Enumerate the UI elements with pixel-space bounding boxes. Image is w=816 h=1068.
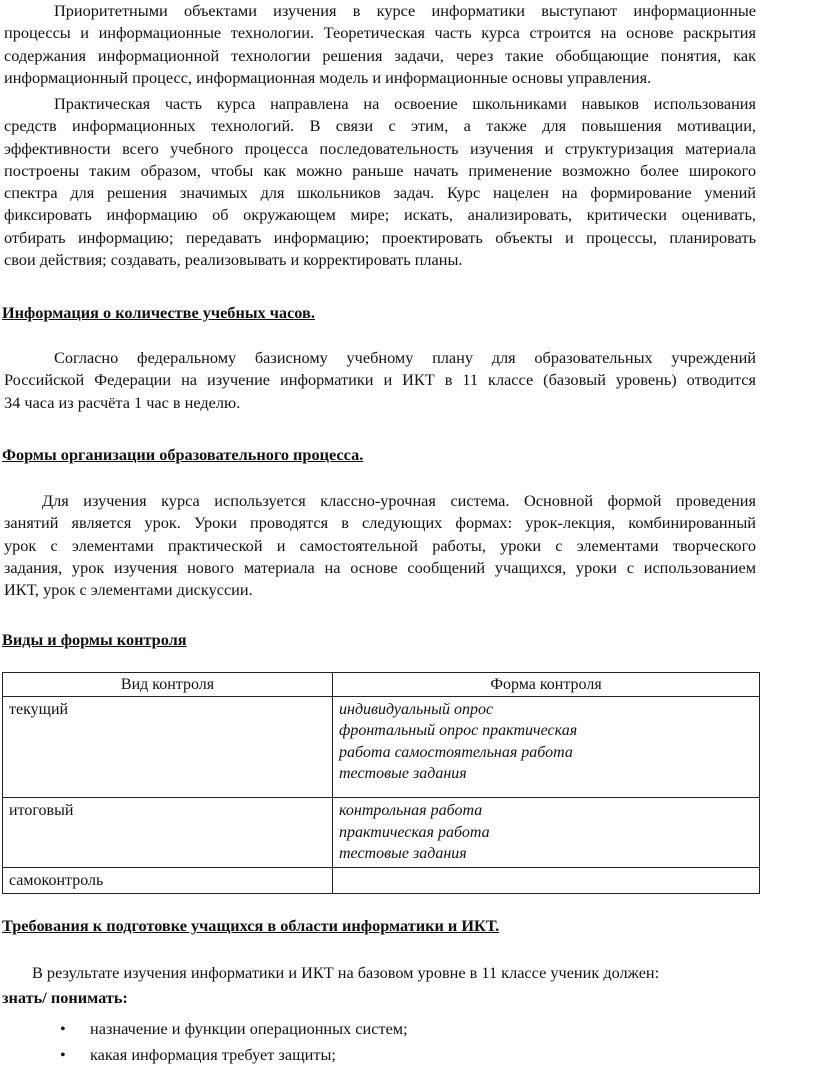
form-item: тестовые задания (339, 845, 467, 863)
column-header: Вид контроля (3, 673, 333, 697)
text-line: Приоритетными объектами изучения в курсе информатики выступают информационные (54, 1, 756, 20)
list-item (60, 1016, 408, 1042)
list-item-text: какая информация требует защиты; (90, 1045, 336, 1064)
heading-know-understand: знать/ понимать: (2, 988, 128, 1007)
text-line: 34 часа из расчёта 1 час в неделю. (4, 392, 241, 412)
text-line: задания, урок изучения нового материала на основе сообщений учащихся, уроки с использованием (4, 557, 756, 577)
text-line: отбирать информацию; передавать информацию; проектировать объекты и процессы, планировать (4, 227, 756, 247)
heading-requirements: Требования к подготовке учащихся в области информатики и ИКТ. (2, 916, 500, 935)
control-table (2, 672, 760, 894)
paragraph-practical-part (4, 93, 756, 271)
text-line: Практическая часть курса направлена на освоение школьниками навыков использования (54, 94, 756, 113)
text-line: свои действия; создавать, реализовывать и корректировать планы. (4, 250, 463, 270)
form-item: фронтальный опрос практическая (339, 722, 578, 740)
control-kind-cell: итоговый (3, 797, 333, 867)
control-kind-cell: текущий (3, 696, 333, 797)
bullet-icon: • (60, 1045, 66, 1064)
control-forms-cell (333, 696, 760, 797)
text-line: спектра для решения значимых для школьников задач. Курс нацелен на формирование умений (4, 183, 756, 203)
paragraph-priority-objects (4, 0, 756, 89)
text-line: содержания информационной технологии решения задачи, через такие обобщающие понятия, как (4, 45, 756, 65)
control-kind-cell: самоконтроль (3, 867, 333, 894)
bullet-icon: • (60, 1019, 66, 1038)
column-header: Форма контроля (333, 673, 760, 697)
list-item (60, 1042, 408, 1068)
text-line: Для изучения курса используется классно-урочная система. Основной формой проведения (42, 491, 756, 510)
text-line: Российской Федерации на изучение информатики и ИКТ в 11 классе (базовый уровень) отводится (4, 370, 756, 390)
form-item: работа самостоятельная работа (339, 743, 573, 761)
text-line: В результате изучения информатики и ИКТ на базовом уровне в 11 классе ученик должен: (32, 963, 660, 982)
heading-process-forms: Формы организации образовательного процесса. (2, 445, 364, 464)
requirements-list (60, 1016, 408, 1068)
table-header-row (3, 673, 760, 697)
text-line: процессы и информационные технологии. Теоретическая часть курса строится на основе раскрытия (4, 23, 756, 43)
text-line: построены таким образом, чтобы как можно раньше начать применение возможно более широкого (4, 160, 756, 180)
control-forms-cell (333, 797, 760, 867)
paragraph-process-forms (4, 490, 756, 601)
text-line: занятий является урок. Уроки проводятся в следующих формах: урок-лекция, комбинированный (4, 513, 756, 533)
table-row (3, 797, 760, 867)
table-row (3, 696, 760, 797)
text-line: информационный процесс, информационная модель и информационные основы управления. (4, 67, 652, 87)
list-item-text: назначение и функции операционных систем; (90, 1019, 408, 1038)
heading-study-hours: Информация о количестве учебных часов. (2, 303, 315, 322)
form-item: практическая работа (339, 823, 490, 841)
paragraph-requirements (32, 962, 760, 984)
control-forms-cell (333, 867, 760, 894)
form-item: тестовые задания (339, 765, 467, 783)
table-row (3, 867, 760, 894)
text-line: эффективности всего учебного процесса последовательность изучения и структуризация материала (4, 138, 756, 158)
text-line: Согласно федеральному базисному учебному плану для образовательных учреждений (54, 348, 756, 367)
text-line: ИКТ, урок с элементами дискуссии. (4, 580, 253, 600)
paragraph-study-hours (4, 347, 756, 414)
heading-control-types: Виды и формы контроля (2, 630, 187, 649)
form-item: индивидуальный опрос (339, 700, 494, 718)
text-line: средств информационных технологий. В связи с этим, а также для повышения мотивации, (4, 116, 756, 136)
form-item: контрольная работа (339, 801, 483, 819)
text-line: фиксировать информацию об окружающем мире; искать, анализировать, критически оценивать, (4, 205, 756, 225)
text-line: урок с элементами практической и самостоятельной работы, уроки с элементами творческого (4, 535, 756, 555)
